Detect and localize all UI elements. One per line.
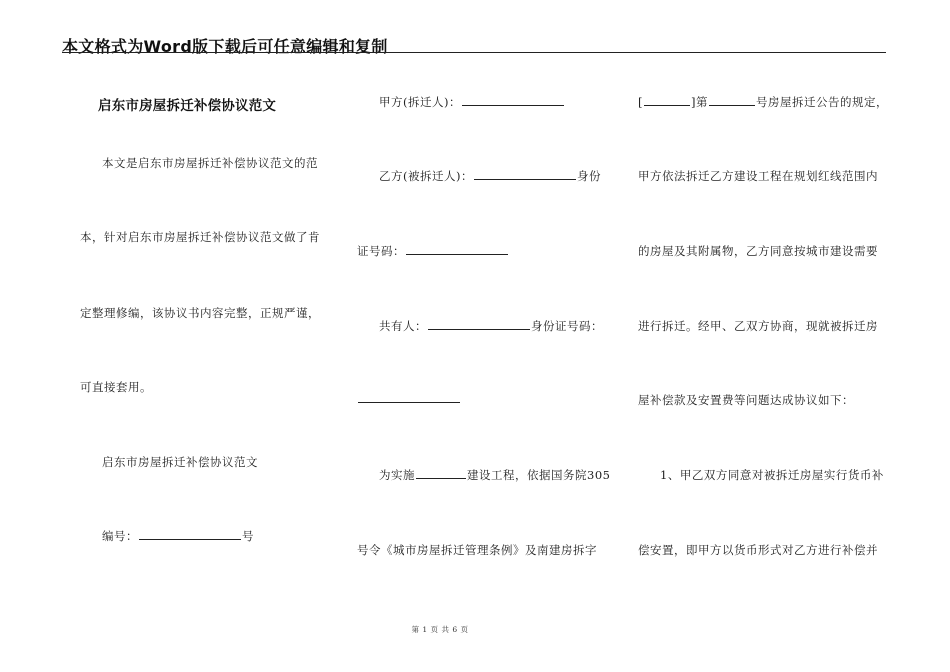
page-header: 本文格式为Word版下载后可任意编辑和复制 [62,37,388,56]
co-owner-id-blank [358,392,460,403]
co-owner-line [357,318,603,334]
party-b-id-line [357,243,509,259]
implement-line [357,467,610,483]
party-b-label: 乙方(被拆迁人)： [379,169,473,183]
announcement-bracket-open: [ [638,95,643,109]
announcement-year-blank [644,95,690,106]
announcement-line [638,94,888,110]
implement-prefix: 为实施 [379,468,415,482]
party-a-blank [462,95,564,106]
project-name-blank [416,468,466,479]
announcement-suffix: 号房屋拆迁公告的规定， [756,95,888,109]
intro-line-1: 本文是启东市房屋拆迁补偿协议范文的范 [102,156,318,170]
document-title: 启东市房屋拆迁补偿协议范文 [98,98,277,114]
co-owner-label: 共有人： [379,319,427,333]
co-owner-id-line [357,392,461,406]
clause-1-line-2: 偿安置，即甲方以货币形式对乙方进行补偿并 [638,543,878,557]
body-line-4: 进行拆迁。经甲、乙双方协商，现就被拆迁房 [638,319,878,333]
announcement-mid: ]第 [691,95,708,109]
co-owner-blank [428,319,530,330]
party-b-line [357,168,601,184]
party-b-id-suffix: 身份 [576,169,601,183]
party-b-blank [474,169,576,180]
intro-line-3: 定整理修编，该协议书内容完整，正规严谨， [80,306,320,320]
clause-1-line-1: 1、甲乙双方同意对被拆迁房屋实行货币补 [660,468,884,482]
implement-suffix: 建设工程，依据国务院305 [467,468,611,482]
body-line-5: 屋补偿款及安置费等问题达成协议如下： [638,393,854,407]
party-b-id-label: 证号码： [357,244,405,258]
header-divider [62,52,886,53]
co-owner-id-label: 身份证号码： [531,319,603,333]
regulation-line: 号令《城市房屋拆迁管理条例》及南建房拆字 [357,543,597,557]
announcement-number-blank [709,95,755,106]
party-a-label: 甲方(拆迁人)： [379,95,461,109]
agreement-number-suffix: 号 [242,529,254,543]
party-b-id-blank [406,244,508,255]
body-line-2: 甲方依法拆迁乙方建设工程在规划红线范围内 [638,169,878,183]
agreement-number-blank [139,529,241,540]
intro-line-2: 本，针对启东市房屋拆迁补偿协议范文做了肯 [80,230,320,244]
agreement-number-label: 编号： [102,529,138,543]
body-line-3: 的房屋及其附属物，乙方同意按城市建设需要 [638,244,878,258]
page-number: 第 1 页 共 6 页 [411,625,469,634]
agreement-number [80,528,254,544]
agreement-heading: 启东市房屋拆迁补偿协议范文 [102,455,258,469]
party-a-line [357,94,565,110]
intro-line-4: 可直接套用。 [80,380,152,394]
